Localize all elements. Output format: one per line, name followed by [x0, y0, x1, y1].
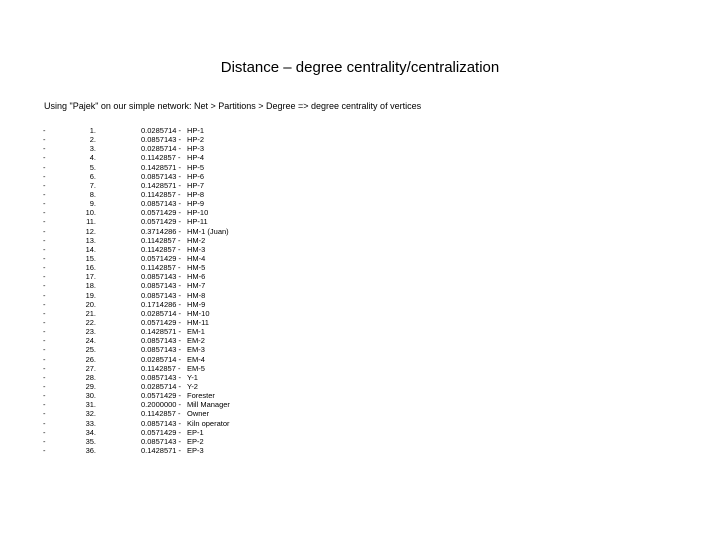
degree-centrality-value: 0.0285714 - [141, 308, 182, 318]
degree-centrality-value: 0.0285714 - [141, 354, 182, 364]
degree-centrality-value: 0.1142857 - [141, 189, 181, 199]
bullet-dash: - [43, 445, 46, 455]
degree-centrality-value: 0.0857143 - [141, 135, 182, 145]
bullet-dash: - [43, 171, 46, 181]
vertex-index: 6. [89, 171, 96, 181]
bullet-dash: - [43, 299, 46, 309]
vertex-row [0, 300, 720, 309]
vertex-index: 7. [89, 180, 96, 190]
vertex-index: 20. [85, 299, 96, 309]
bullet-dash: - [43, 354, 46, 364]
vertex-row [0, 172, 720, 181]
degree-centrality-value: 0.0857143 - [141, 272, 182, 282]
vertex-row [0, 208, 720, 217]
degree-centrality-value: 0.1714286 - [141, 299, 182, 309]
bullet-dash: - [43, 281, 46, 291]
bullet-dash: - [43, 226, 46, 236]
vertex-index: 1. [89, 126, 96, 135]
bullet-dash: - [43, 400, 46, 410]
vertex-row [0, 199, 720, 208]
vertex-index: 24. [85, 336, 96, 346]
vertex-name: EM-5 [187, 363, 205, 373]
vertex-row [0, 345, 720, 354]
degree-centrality-value: 0.1428571 - [141, 162, 182, 172]
degree-centrality-value: 0.0285714 - [141, 144, 182, 154]
vertex-name: Y-2 [187, 381, 198, 391]
vertex-row [0, 446, 720, 455]
vertex-index: 22. [85, 317, 96, 327]
bullet-dash: - [43, 327, 46, 337]
vertex-name: HP-1 [187, 126, 205, 135]
degree-centrality-value: 0.2000000 - [141, 400, 182, 410]
vertex-name: HP-11 [187, 217, 208, 227]
degree-centrality-list [0, 126, 720, 455]
vertex-index: 2. [89, 135, 96, 145]
bullet-dash: - [43, 372, 46, 382]
bullet-dash: - [43, 253, 46, 263]
vertex-row [0, 318, 720, 327]
vertex-index: 15. [85, 253, 96, 263]
degree-centrality-value: 0.0857143 - [141, 281, 182, 291]
vertex-index: 27. [85, 363, 96, 373]
vertex-row [0, 245, 720, 254]
vertex-row [0, 217, 720, 226]
vertex-name: HP-10 [187, 208, 209, 218]
vertex-index: 5. [89, 162, 96, 172]
degree-centrality-value: 0.0571429 - [141, 217, 182, 227]
vertex-row [0, 428, 720, 437]
vertex-name: HM-7 [187, 281, 206, 291]
bullet-dash: - [43, 126, 46, 135]
bullet-dash: - [43, 336, 46, 346]
bullet-dash: - [43, 263, 46, 273]
vertex-row [0, 355, 720, 364]
degree-centrality-value: 0.0571429 - [141, 317, 182, 327]
bullet-dash: - [43, 208, 46, 218]
bullet-dash: - [43, 436, 46, 446]
vertex-row [0, 135, 720, 144]
vertex-row [0, 419, 720, 428]
vertex-name: HP-2 [187, 135, 205, 145]
vertex-name: HP-5 [187, 162, 205, 172]
vertex-row [0, 227, 720, 236]
vertex-row [0, 364, 720, 373]
degree-centrality-value: 0.1142857 - [141, 244, 181, 254]
vertex-index: 9. [89, 199, 96, 209]
bullet-dash: - [43, 418, 46, 428]
bullet-dash: - [43, 235, 46, 245]
bullet-dash: - [43, 308, 46, 318]
vertex-name: HM-1 (Juan) [187, 226, 229, 236]
degree-centrality-value: 0.0857143 - [141, 418, 182, 428]
vertex-name: HP-8 [187, 189, 205, 199]
vertex-index: 14. [85, 244, 96, 254]
vertex-index: 28. [85, 372, 96, 382]
vertex-row [0, 153, 720, 162]
bullet-dash: - [43, 153, 46, 163]
bullet-dash: - [43, 290, 46, 300]
vertex-index: 34. [85, 427, 96, 437]
vertex-name: EM-3 [187, 345, 205, 355]
degree-centrality-value: 0.0857143 - [141, 171, 182, 181]
vertex-name: HM-8 [187, 290, 206, 300]
bullet-dash: - [43, 363, 46, 373]
vertex-row [0, 382, 720, 391]
slide-title: Distance – degree centrality/centralization [220, 59, 500, 76]
vertex-name: Forester [187, 391, 215, 401]
bullet-dash: - [43, 427, 46, 437]
vertex-index: 17. [85, 272, 96, 282]
vertex-index: 8. [89, 189, 96, 199]
vertex-index: 21. [85, 308, 96, 318]
vertex-index: 26. [85, 354, 96, 364]
vertex-index: 19. [85, 290, 96, 300]
degree-centrality-value: 0.0571429 - [141, 427, 182, 437]
vertex-index: 12. [85, 226, 96, 236]
vertex-row [0, 437, 720, 446]
vertex-index: 36. [85, 445, 96, 455]
vertex-name: HM-9 [187, 299, 206, 309]
vertex-name: HM-6 [187, 272, 206, 282]
vertex-name: EM-4 [187, 354, 205, 364]
vertex-row [0, 373, 720, 382]
vertex-name: HM-4 [187, 253, 206, 263]
degree-centrality-value: 0.0285714 - [141, 126, 182, 135]
degree-centrality-value: 0.0857143 - [141, 290, 182, 300]
vertex-name: HM-11 [187, 317, 209, 327]
vertex-index: 30. [85, 391, 96, 401]
degree-centrality-value: 0.1428571 - [141, 180, 182, 190]
vertex-row [0, 291, 720, 300]
degree-centrality-value: 0.1142857 - [141, 409, 181, 419]
degree-centrality-value: 0.0857143 - [141, 199, 182, 209]
degree-centrality-value: 0.0857143 - [141, 436, 182, 446]
vertex-name: EP-3 [187, 445, 204, 455]
degree-centrality-value: 0.0571429 - [141, 208, 182, 218]
vertex-index: 10. [85, 208, 96, 218]
bullet-dash: - [43, 391, 46, 401]
vertex-row [0, 190, 720, 199]
degree-centrality-value: 0.1142857 - [141, 363, 181, 373]
vertex-name: Kiln operator [187, 418, 230, 428]
vertex-index: 31. [85, 400, 96, 410]
vertex-name: EP-2 [187, 436, 204, 446]
vertex-name: HM-3 [187, 244, 206, 254]
degree-centrality-value: 0.3714286 - [141, 226, 182, 236]
vertex-name: Mill Manager [187, 400, 230, 410]
vertex-index: 35. [85, 436, 96, 446]
bullet-dash: - [43, 199, 46, 209]
vertex-row [0, 144, 720, 153]
vertex-row [0, 236, 720, 245]
bullet-dash: - [43, 244, 46, 254]
vertex-index: 29. [85, 381, 96, 391]
vertex-index: 3. [89, 144, 96, 154]
vertex-index: 13. [85, 235, 96, 245]
degree-centrality-value: 0.1428571 - [141, 327, 182, 337]
vertex-name: EM-1 [187, 327, 205, 337]
degree-centrality-value: 0.0571429 - [141, 391, 182, 401]
vertex-row [0, 391, 720, 400]
degree-centrality-value: 0.1142857 - [141, 235, 181, 245]
vertex-row [0, 263, 720, 272]
bullet-dash: - [43, 189, 46, 199]
degree-centrality-value: 0.1428571 - [141, 445, 182, 455]
vertex-name: HP-4 [187, 153, 205, 163]
vertex-row [0, 309, 720, 318]
vertex-index: 18. [85, 281, 96, 291]
vertex-index: 32. [85, 409, 96, 419]
vertex-index: 33. [85, 418, 96, 428]
vertex-index: 25. [85, 345, 96, 355]
vertex-row [0, 409, 720, 418]
degree-centrality-value: 0.0857143 - [141, 372, 182, 382]
vertex-name: EM-2 [187, 336, 205, 346]
degree-centrality-value: 0.0571429 - [141, 253, 182, 263]
vertex-row [0, 126, 720, 135]
bullet-dash: - [43, 272, 46, 282]
degree-centrality-value: 0.1142857 - [141, 153, 181, 163]
vertex-name: HM-5 [187, 263, 206, 273]
vertex-row [0, 336, 720, 345]
bullet-dash: - [43, 345, 46, 355]
bullet-dash: - [43, 381, 46, 391]
vertex-name: Owner [187, 409, 210, 419]
vertex-name: Y-1 [187, 372, 198, 382]
degree-centrality-value: 0.0857143 - [141, 345, 182, 355]
bullet-dash: - [43, 135, 46, 145]
vertex-row [0, 254, 720, 263]
vertex-row [0, 272, 720, 281]
bullet-dash: - [43, 162, 46, 172]
bullet-dash: - [43, 180, 46, 190]
vertex-row [0, 181, 720, 190]
vertex-name: HM-10 [187, 308, 210, 318]
vertex-row [0, 327, 720, 336]
vertex-index: 16. [85, 263, 96, 273]
vertex-name: HP-3 [187, 144, 205, 154]
vertex-name: EP-1 [187, 427, 204, 437]
vertex-index: 11. [86, 217, 96, 227]
degree-centrality-value: 0.0857143 - [141, 336, 182, 346]
vertex-name: HP-7 [187, 180, 205, 190]
vertex-index: 23. [85, 327, 96, 337]
vertex-row [0, 281, 720, 290]
vertex-name: HP-9 [187, 199, 205, 209]
bullet-dash: - [43, 409, 46, 419]
bullet-dash: - [43, 144, 46, 154]
vertex-row [0, 163, 720, 172]
degree-centrality-value: 0.1142857 - [141, 263, 181, 273]
vertex-name: HP-6 [187, 171, 205, 181]
vertex-name: HM-2 [187, 235, 206, 245]
degree-centrality-value: 0.0285714 - [141, 381, 182, 391]
vertex-row [0, 400, 720, 409]
slide-subtitle: Using "Pajek" on our simple network: Net > Partitions > Degree => degree centrality of vertices [44, 101, 422, 111]
vertex-index: 4. [89, 153, 96, 163]
bullet-dash: - [43, 317, 46, 327]
bullet-dash: - [43, 217, 46, 227]
